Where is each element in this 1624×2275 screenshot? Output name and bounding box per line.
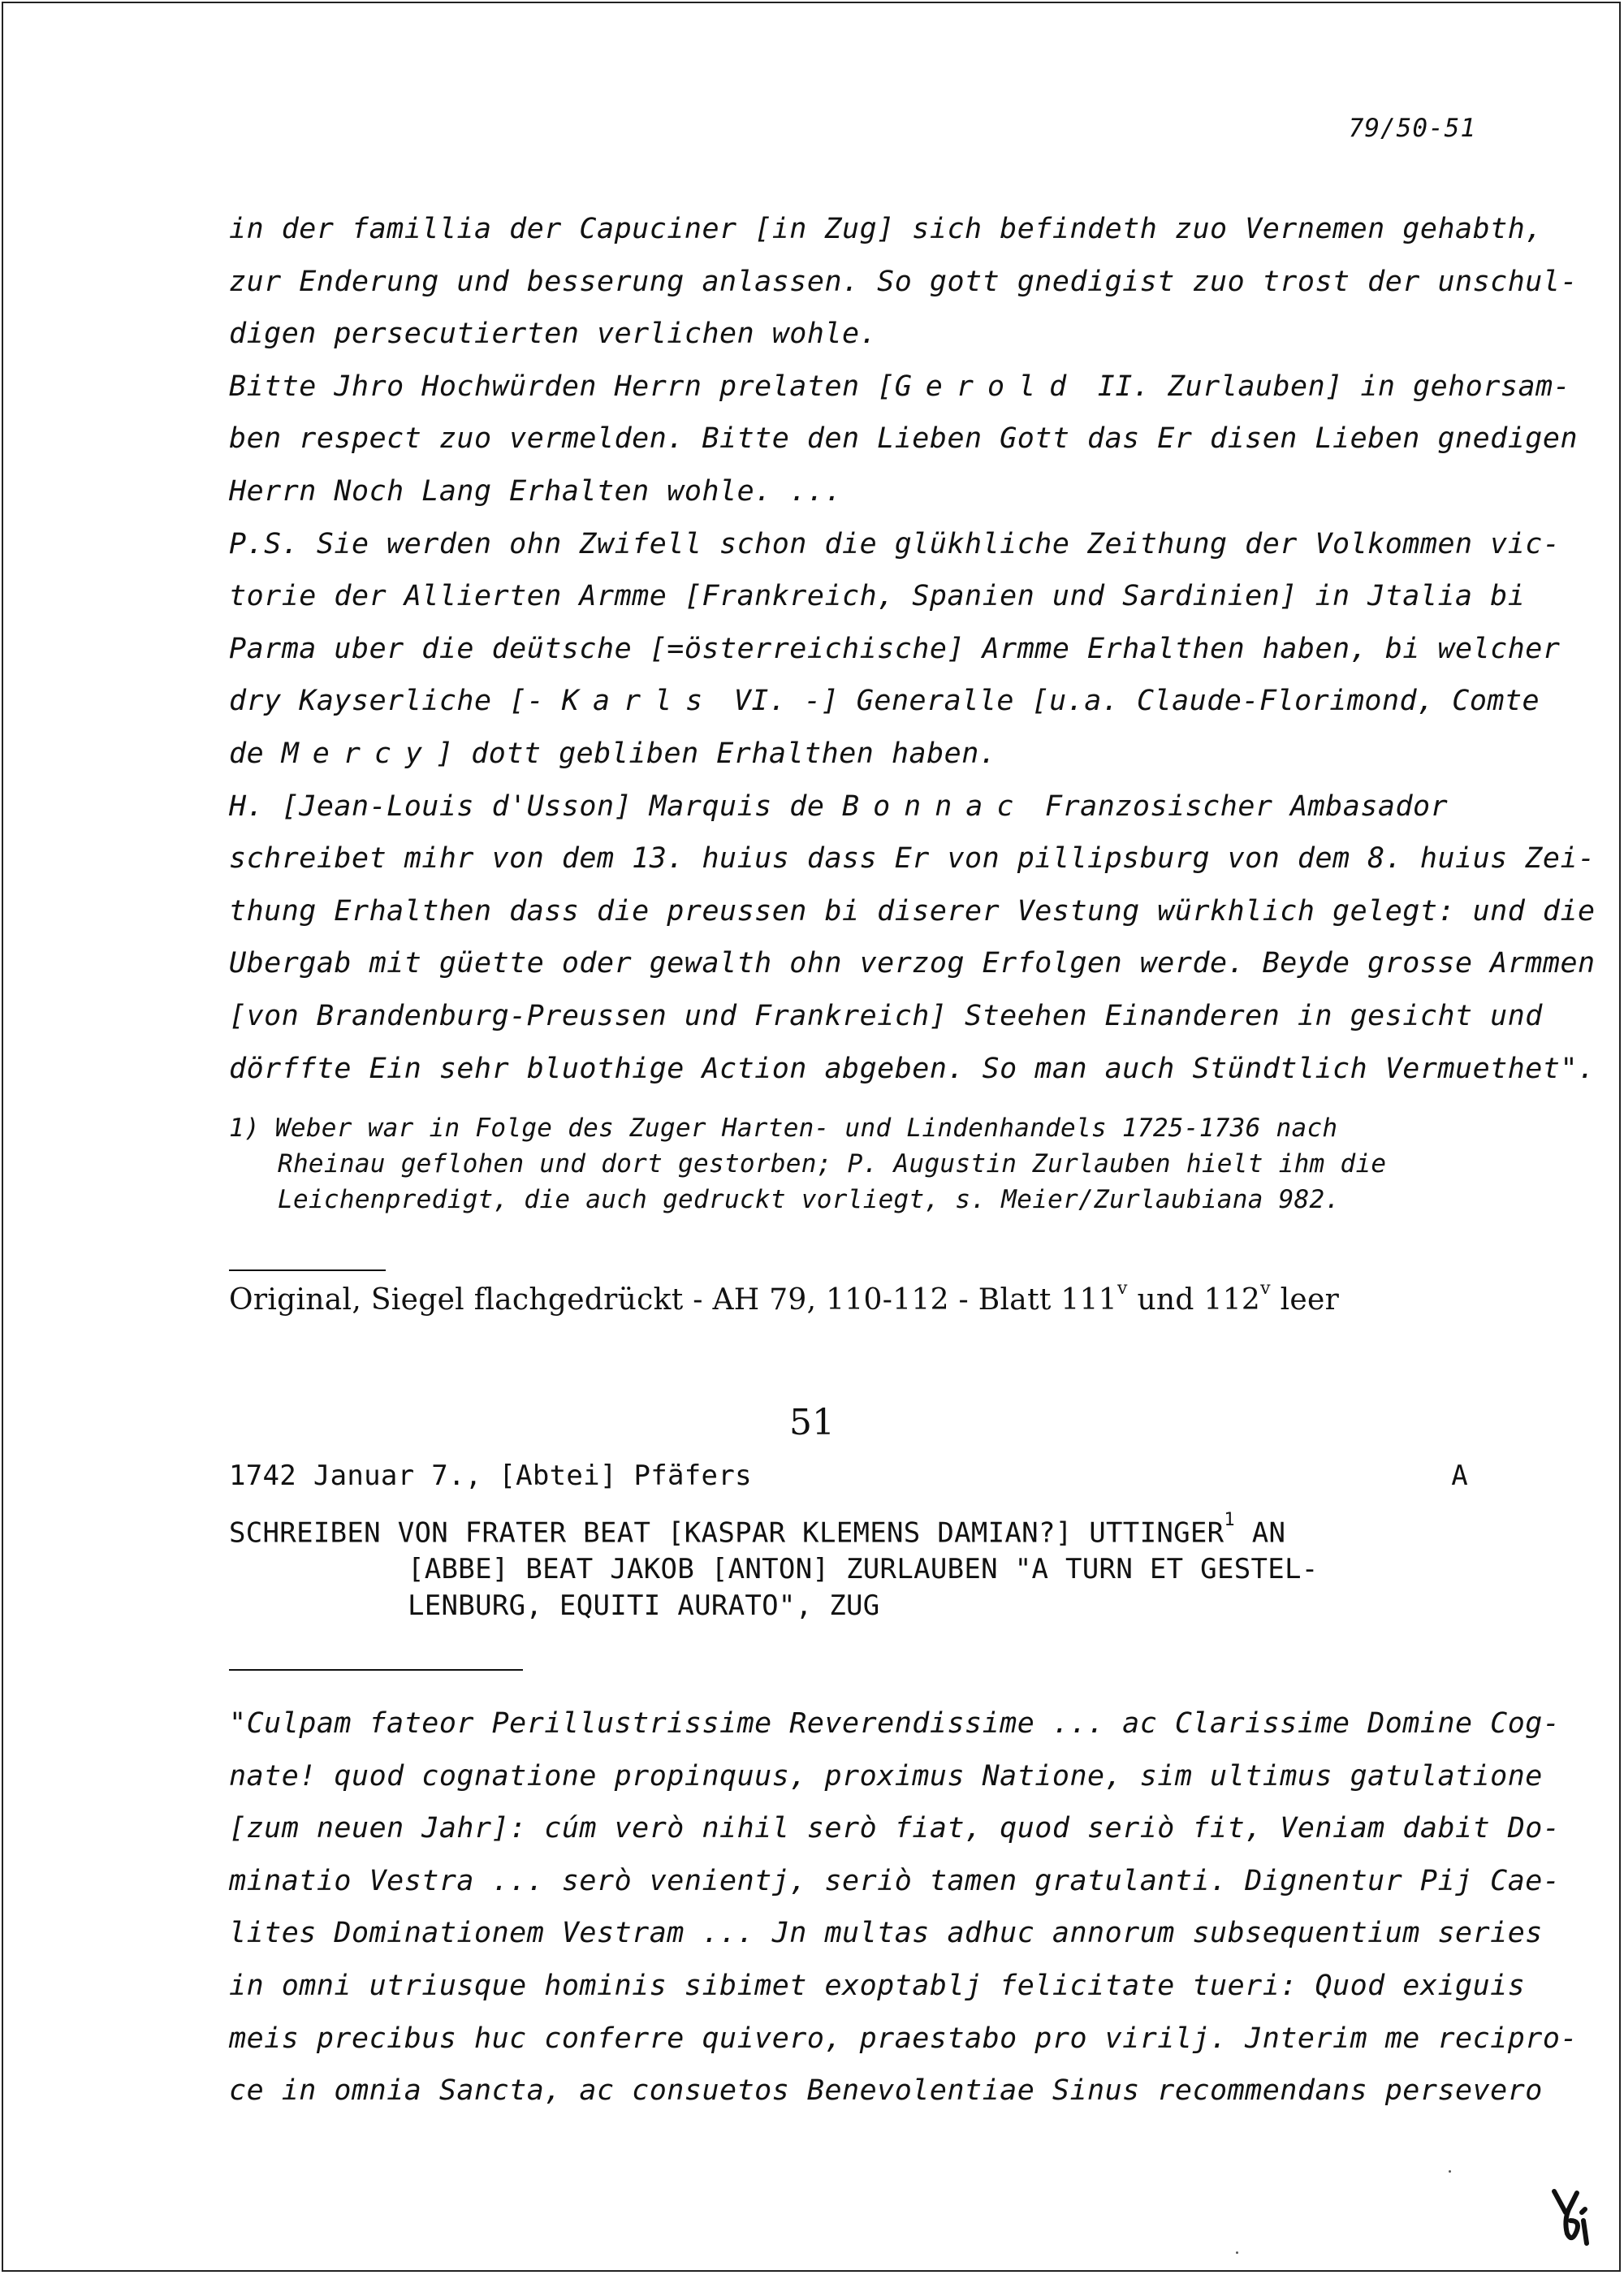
text-line: "Culpam fateor Perillustrissime Reverendissime ... ac Clarissime Domine Cog- <box>229 1707 1561 1740</box>
text-line: meis precibus huc conferre quivero, praestabo pro virilj. Jnterim me recipro- <box>229 2022 1579 2055</box>
text-line: zur Enderung und besserung anlassen. So gott gnedigist zuo trost der unschul- <box>229 265 1579 298</box>
text-line <box>229 781 1512 833</box>
text-run: Weber war in Folge des Zuger Harten- und Lindenhandels 1725-1736 nach <box>274 1114 1338 1143</box>
text-line: P.S. Sie werden ohn Zwifell schon die glükhliche Zeithung der Volkommen vic- <box>229 527 1561 560</box>
text-line: schreibet mihr von dem 13. huius dass Er von pillipsburg von dem 8. huius Zei- <box>229 842 1596 876</box>
speck <box>1236 2251 1238 2254</box>
heading-line <box>229 1508 1544 1551</box>
letter-51-body <box>229 1698 1579 2117</box>
text-run: Bitte Jhro Hochwürden Herrn prelaten [ <box>229 370 895 403</box>
letter-heading <box>229 1508 1544 1624</box>
document-number: 51 <box>789 1402 835 1443</box>
date-place: 1742 Januar 7., [Abtei] Pfäfers <box>229 1460 752 1492</box>
divider <box>229 1269 386 1271</box>
text-line: digen persecutierten verlichen wohle. <box>229 318 878 351</box>
text-run: Original, Siegel flachgedrückt - AH 79, 110-112 - Blatt 111 <box>229 1283 1117 1317</box>
divider <box>229 1669 523 1671</box>
text-line: thung Erhalthen dass die preussen bi diserer Vestung würkhlich gelegt: und die <box>229 894 1596 928</box>
heading-line: [ABBE] BEAT JAKOB [ANTON] ZURLAUBEN "A TURN ET GESTEL- <box>408 1553 1319 1586</box>
text-line: dörffte Ein sehr bluothige Action abgeben. So man auch Stündtlich Vermuethet". <box>229 1052 1596 1085</box>
text-run: H. [Jean-Louis d'Usson] Marquis de <box>229 789 843 823</box>
handwritten-page-mark <box>1544 2185 1601 2250</box>
text-run: dry Kayserliche [- <box>229 685 562 718</box>
text-line: ce in omnia Sancta, ac consuetos Benevolentiae Sinus recommendans persevero <box>229 2074 1543 2108</box>
text-line: minatio Vestra ... serò venientj, seriò tamen gratulanti. Dignentur Pij Cae- <box>229 1864 1561 1897</box>
spaced-name: Bonnac <box>842 789 1028 823</box>
heading-line: LENBURG, EQUITI AURATO", ZUG <box>408 1589 880 1623</box>
footnote <box>229 1110 1479 1218</box>
text-line: ben respect zuo vermelden. Bitte den Lieben Gott das Er disen Lieben gnedigen <box>229 422 1579 456</box>
superscript: v <box>1116 1278 1128 1299</box>
text-run: II. Zurlauben] in gehorsam- <box>1080 370 1571 403</box>
text-line <box>229 675 1540 728</box>
text-line: in omni utriusque hominis sibimet exoptablj felicitate tueri: Quod exiguis <box>229 1969 1526 2002</box>
text-line: in der famillia der Capuciner [in Zug] sich befindeth zuo Vernemen gehabth, <box>229 213 1543 245</box>
text-run: VI. -] Generalle [u.a. Claude-Florimond, Comte <box>716 685 1540 718</box>
text-line <box>229 361 1571 413</box>
text-line: [von Brandenburg-Preussen und Frankreich] Steehen Einanderen in gesicht und <box>229 999 1543 1032</box>
source-note <box>229 1278 1512 1317</box>
text-line: Herrn Noch Lang Erhalten wohle. ... <box>229 474 843 508</box>
text-line: lites Dominationem Vestram ... Jn multas adhuc annorum subsequentium series <box>229 1917 1543 1950</box>
text-run: de <box>229 737 282 770</box>
spaced-name: Mercy <box>281 737 437 770</box>
footnote-line <box>229 1110 1479 1146</box>
text-line: [zum neuen Jahr]: cúm verò nihil serò fiat, quod seriò fit, Veniam dabit Do- <box>229 1812 1561 1845</box>
text-line <box>229 728 1512 781</box>
text-line: Ubergab mit güette oder gewalth ohn verzog Erfolgen werde. Beyde grosse Armmen <box>229 947 1596 980</box>
text-run: ] dott gebliben Erhalthen haben. <box>436 737 997 770</box>
superscript: v <box>1260 1278 1271 1299</box>
speck <box>1449 2170 1451 2173</box>
text-run: AN <box>1234 1516 1286 1550</box>
spaced-name: Gerold <box>894 370 1081 403</box>
text-line: nate! quod cognatione propinquus, proximus Natione, sim ultimus gatulatione <box>229 1759 1543 1793</box>
footnote-line: Rheinau geflohen und dort gestorben; P. Augustin Zurlauben hielt ihm die <box>278 1149 1387 1179</box>
text-run: Franzosischer Ambasador <box>1027 789 1449 823</box>
text-run: und 112 <box>1127 1283 1261 1317</box>
letter-code: A <box>1451 1460 1468 1492</box>
footnote-reference: 1 <box>1224 1510 1235 1530</box>
letter-50-conclusion <box>229 203 1596 1095</box>
text-line: torie der Allierten Armme [Frankreich, Spanien und Sardinien] in Jtalia bi <box>229 580 1526 613</box>
page-number: 79/50-51 <box>1348 114 1476 143</box>
text-run: SCHREIBEN VON FRATER BEAT [KASPAR KLEMENS DAMIAN?] UTTINGER <box>229 1516 1224 1550</box>
text-run: leer <box>1270 1283 1340 1317</box>
footnote-line: Leichenpredigt, die auch gedruckt vorliegt, s. Meier/Zurlaubiana 982. <box>278 1185 1341 1214</box>
footnote-marker: 1) <box>229 1114 260 1143</box>
dateline <box>229 1460 1479 1492</box>
text-line: Parma uber die deütsche [=österreichische] Armme Erhalthen haben, bi welcher <box>229 632 1561 665</box>
spaced-name: Karls <box>561 685 717 718</box>
